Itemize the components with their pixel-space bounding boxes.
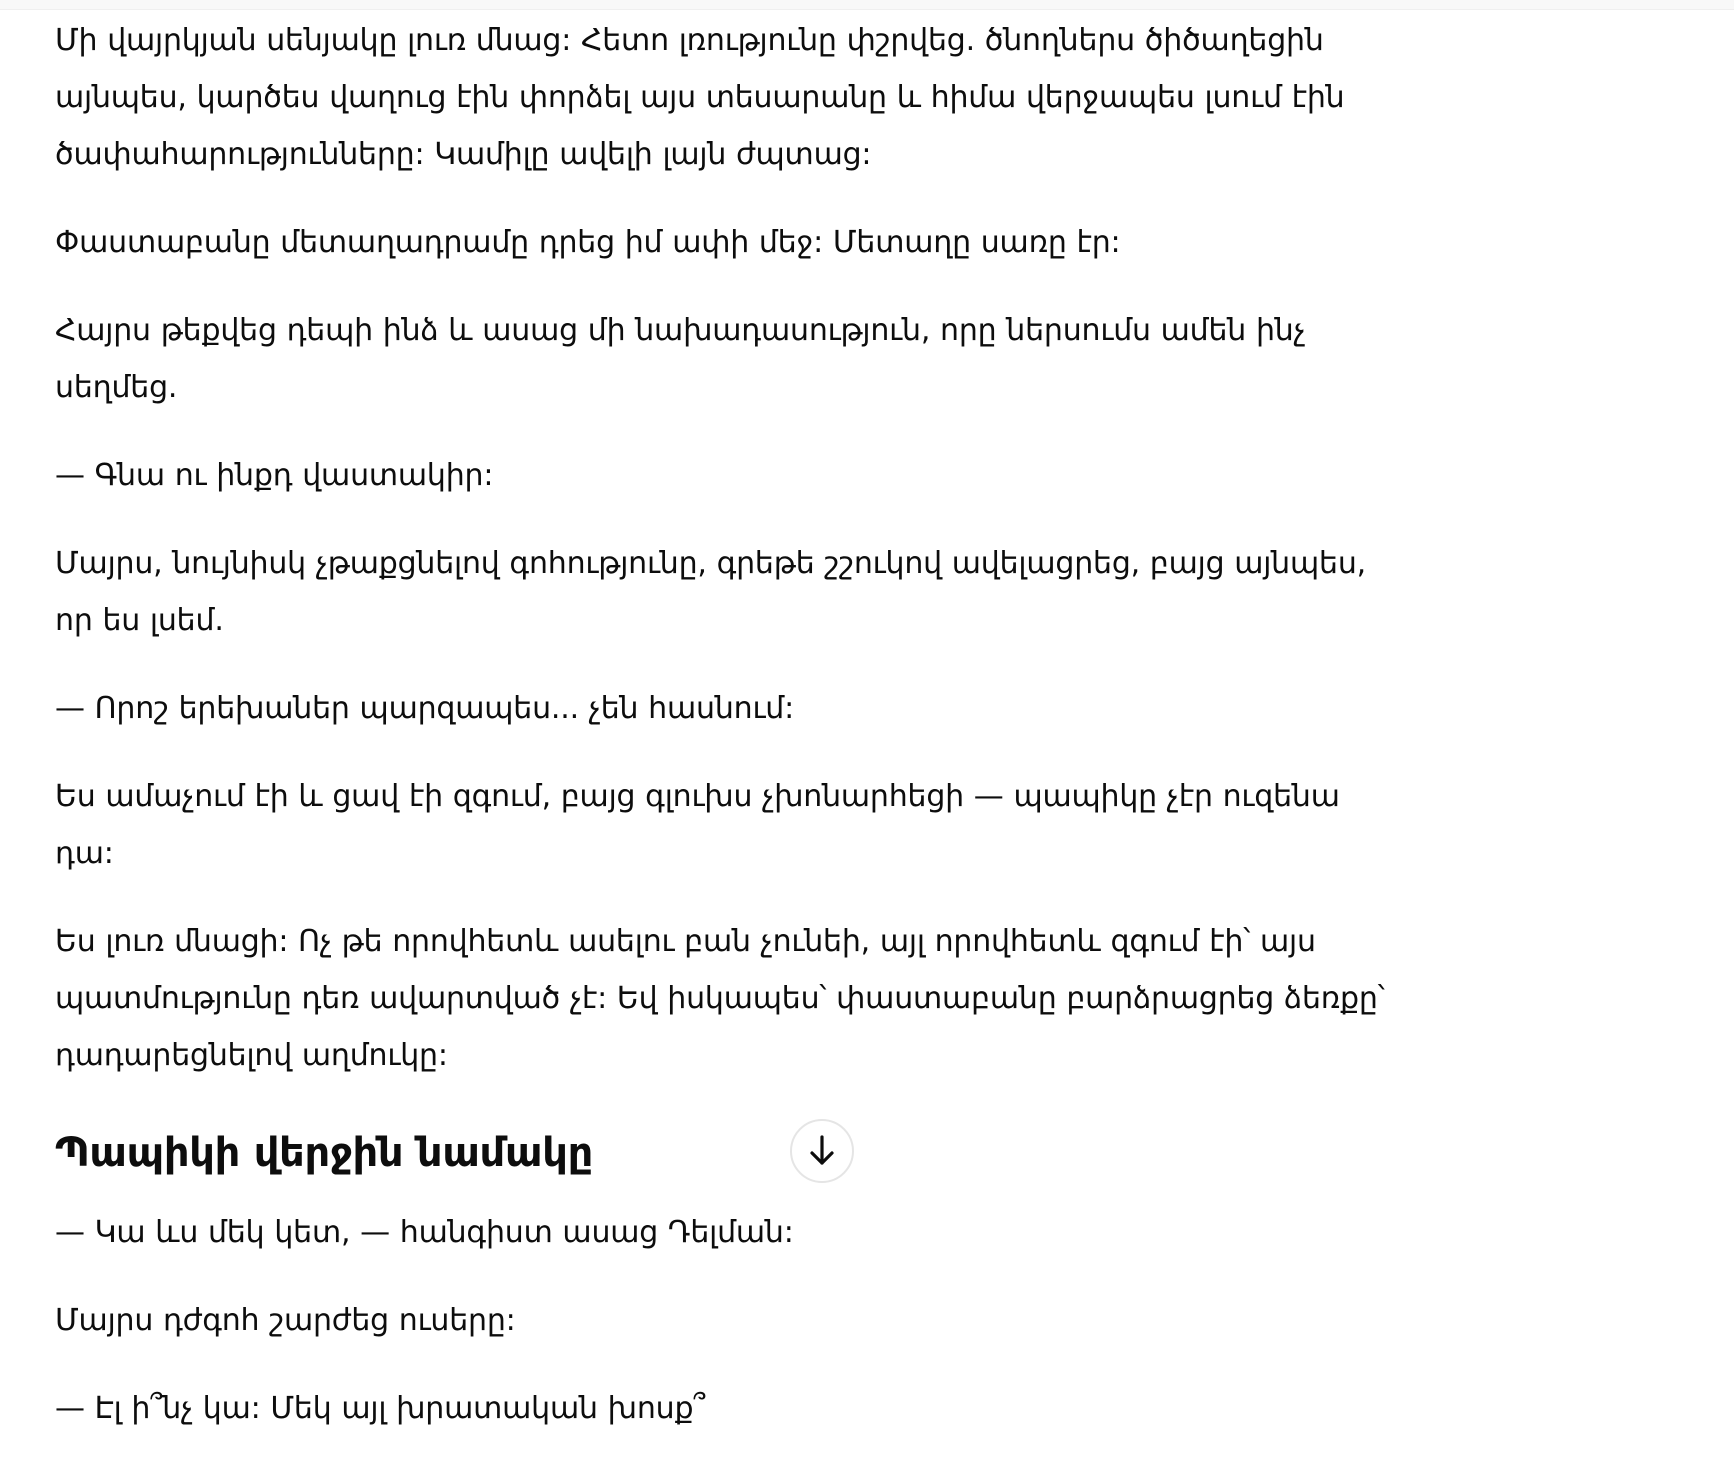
dialogue-line: — Կա ևս մեկ կետ, — հանգիստ ասաց Դելման: <box>55 1215 794 1250</box>
arrow-down-icon <box>805 1133 839 1169</box>
story-paragraph: Հայրս թեքվեց դեպի ինձ և ասաց մի նախադասություն, որը ներսումս ամեն ինչ սեղմեց. <box>55 313 1306 405</box>
story-paragraph: Մայրս դժգոհ շարժեց ուսերը: <box>55 1303 516 1338</box>
section-heading: Պապիկի վերջին նամակը <box>55 1130 593 1176</box>
header-bottom-strip <box>0 0 1734 10</box>
dialogue-line: — Գնա ու ինքդ վաստակիր: <box>55 458 494 493</box>
assistant-message <box>55 12 1400 1468</box>
story-paragraph: Մայրս, նույնիսկ չթաքցնելով գոհությունը, գրեթե շշուկով ավելացրեց, բայց այնպես, որ ես լսեմ. <box>55 546 1366 638</box>
story-paragraph: Փաստաբանը մետաղադրամը դրեց իմ ափի մեջ: Մետաղը սառը էր: <box>55 225 1121 260</box>
scroll-to-bottom-button[interactable] <box>790 1119 854 1183</box>
dialogue-line: — Որոշ երեխաներ պարզապես... չեն հասնում: <box>55 691 795 726</box>
dialogue-line: — Էլ ի՞նչ կա: Մեկ այլ խրատական խոսք՞ <box>55 1391 706 1426</box>
story-paragraph: Ես ամաչում էի և ցավ էի զգում, բայց գլուխս չխոնարհեցի — պապիկը չէր ուզենա դա: <box>55 779 1340 871</box>
story-paragraph: Մի վայրկյան սենյակը լուռ մնաց: Հետո լռությունը փշրվեց. ծնողներս ծիծաղեցին այնպես, կարծես վաղուց էին փորձել այս տեսարանը և հիմա վերջապես լսում էին ծափահարությունները: Կամիլը ավելի լայն ժպտաց: <box>55 23 1345 172</box>
story-paragraph: Ես լուռ մնացի: Ոչ թե որովհետև ասելու բան չունեի, այլ որովհետև զգում էի՝ այս պատմությունը դեռ ավարտված չէ: Եվ իսկապես՝ փաստաբանը բարձրացրեց ձեռքը՝ դադարեցնելով աղմուկը: <box>55 924 1385 1073</box>
